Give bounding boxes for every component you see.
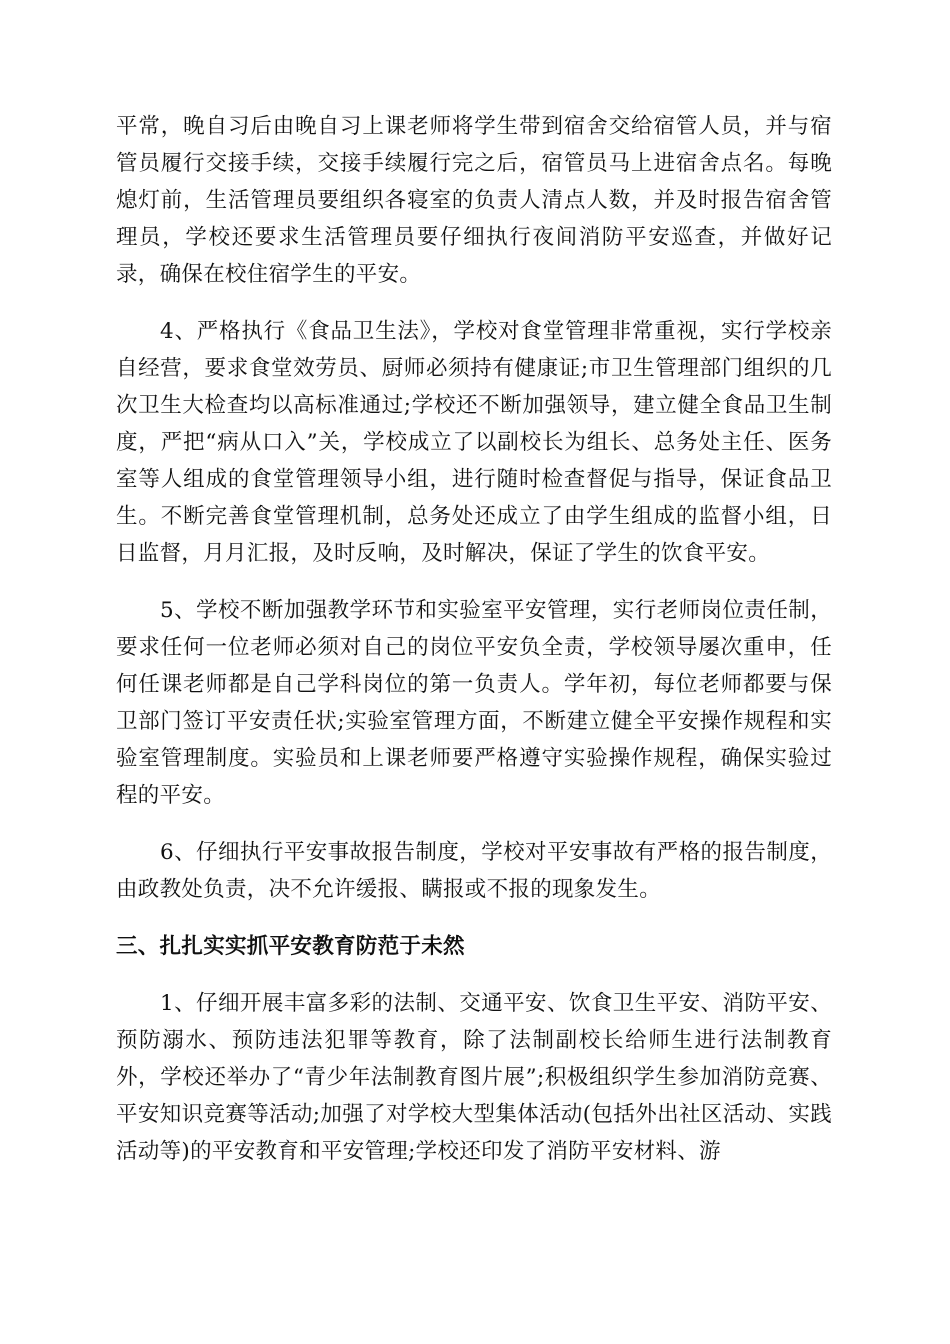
section-heading: 三、扎扎实实抓平安教育防范于未然 (116, 934, 465, 959)
paragraph-food-safety: 4、严格执行《食品卫生法》，学校对食堂管理非常重视，实行学校亲自经营，要求食堂效劳员、厨师必须持有健康证;市卫生管理部门组织的几次卫生大检查均以高标准通过;学校还不断加强领导，建立健全食品卫生制度，严把“病从口入”关，学校成立了以副校长为组长、总务处主任、医务室等人组成的食堂管理领导小组，进行随时检查督促与指导，保证食品卫生。不断完善食堂管理机制，总务处还成立了由学生组成的监督小组，日日监督，月月汇报，及时反响，及时解决，保证了学生的饮食平安。 (116, 319, 832, 566)
document-page (116, 108, 832, 1170)
paragraph-accident-report: 6、仔细执行平安事故报告制度，学校对平安事故有严格的报告制度，由政教处负责，决不允许缓报、瞒报或不报的现象发生。 (116, 840, 832, 902)
paragraph-education: 1、仔细开展丰富多彩的法制、交通平安、饮食卫生平安、消防平安、预防溺水、预防违法犯罪等教育，除了法制副校长给师生进行法制教育外，学校还举办了“青少年法制教育图片展”;积极组织学生参加消防竞赛、平安知识竞赛等活动;加强了对学校大型集体活动(包括外出社区活动、实践活动等)的平安教育和平安管理;学校还印发了消防平安材料、游 (116, 991, 832, 1164)
paragraph-lab-safety: 5、学校不断加强教学环节和实验室平安管理，实行老师岗位责任制，要求任何一位老师必须对自己的岗位平安负全责，学校领导屡次重申，任何任课老师都是自己学科岗位的第一负责人。学年初，每位老师都要与保卫部门签订平安责任状;实验室管理方面，不断建立健全平安操作规程和实验室管理制度。实验员和上课老师要严格遵守实验操作规程，确保实验过程的平安。 (116, 598, 832, 808)
paragraph-dormitory: 平常，晚自习后由晚自习上课老师将学生带到宿舍交给宿管人员，并与宿管员履行交接手续，交接手续履行完之后，宿管员马上进宿舍点名。每晚熄灯前，生活管理员要组织各寝室的负责人清点人数，并及时报告宿舍管理员，学校还要求生活管理员要仔细执行夜间消防平安巡查，并做好记录，确保在校住宿学生的平安。 (116, 114, 832, 287)
